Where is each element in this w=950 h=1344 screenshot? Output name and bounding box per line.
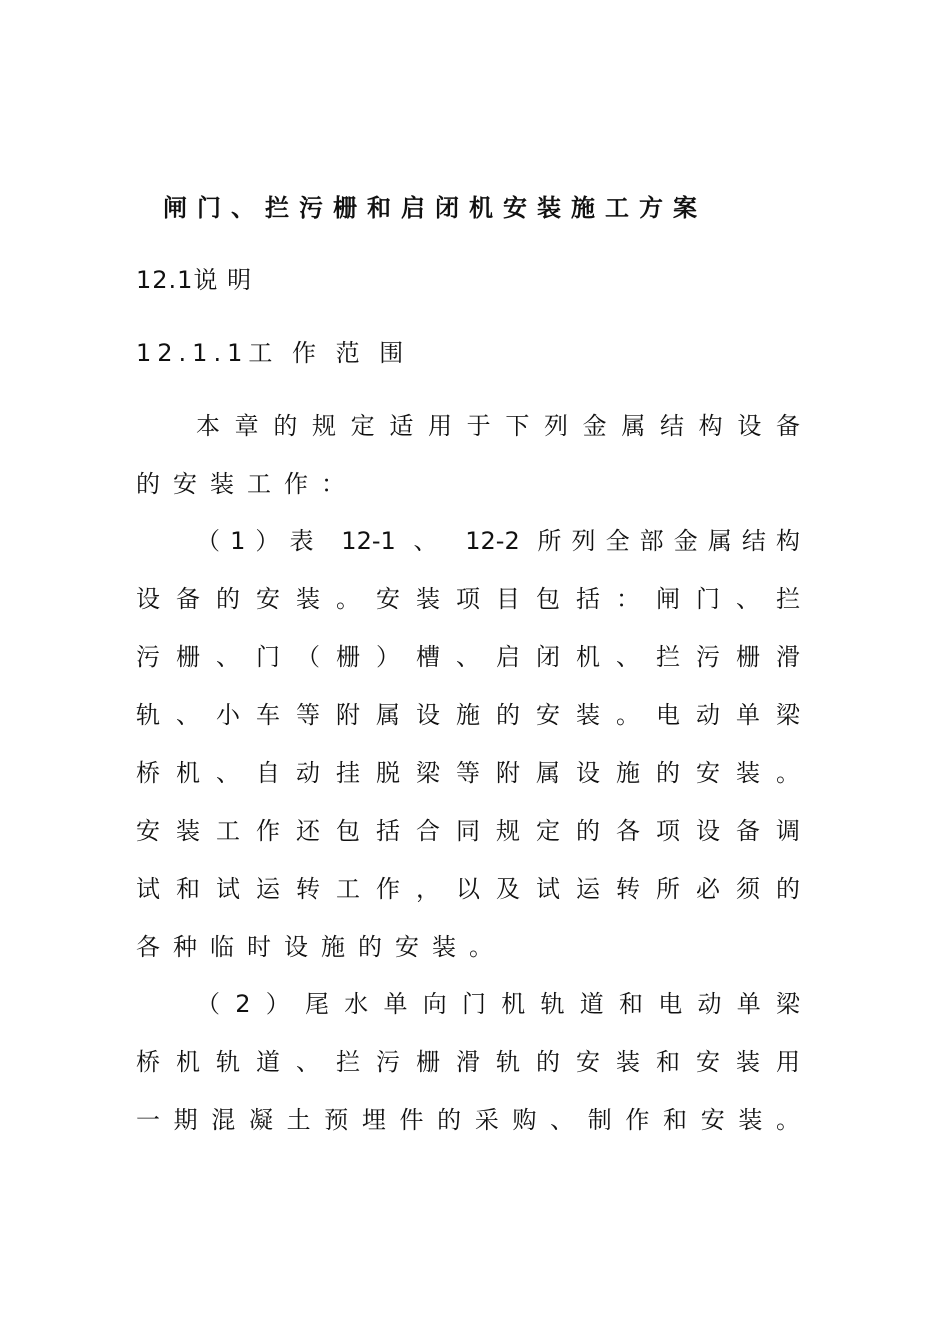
text-line: 各种临时设施的安装。 <box>136 933 506 961</box>
text-line: 一期混凝土预埋件的采购、制作和安装。 <box>136 1106 800 1134</box>
text-line: 安装工作还包括合同规定的各项设备调 <box>136 817 800 845</box>
subsection-heading: 12.1.1工 作 范 围 <box>136 339 410 367</box>
text-line: 桥机、自动挂脱梁等附属设施的安装。 <box>136 759 800 787</box>
text-line: 轨、小车等附属设施的安装。电动单梁 <box>136 701 800 729</box>
text-line: 桥机轨道、拦污栅滑轨的安装和安装用 <box>136 1048 800 1076</box>
text-line: 试和试运转工作，以及试运转所必须的 <box>136 875 800 903</box>
text-line: （1）表 12-1 、 12-2 所列全部金属结构 <box>196 527 800 555</box>
text-line: 的安装工作： <box>136 470 358 498</box>
document-title: 闸门、拦污栅和启闭机安装施工方案 <box>163 194 707 222</box>
text-line: 设备的安装。安装项目包括：闸门、拦 <box>136 585 800 613</box>
text-line: 本章的规定适用于下列金属结构设备 <box>196 412 800 440</box>
section-heading: 12.1说 明 <box>136 266 253 294</box>
text-line: （2）尾水单向门机轨道和电动单梁 <box>196 990 800 1018</box>
text-line: 污栅、门（栅）槽、启闭机、拦污栅滑 <box>136 643 800 671</box>
